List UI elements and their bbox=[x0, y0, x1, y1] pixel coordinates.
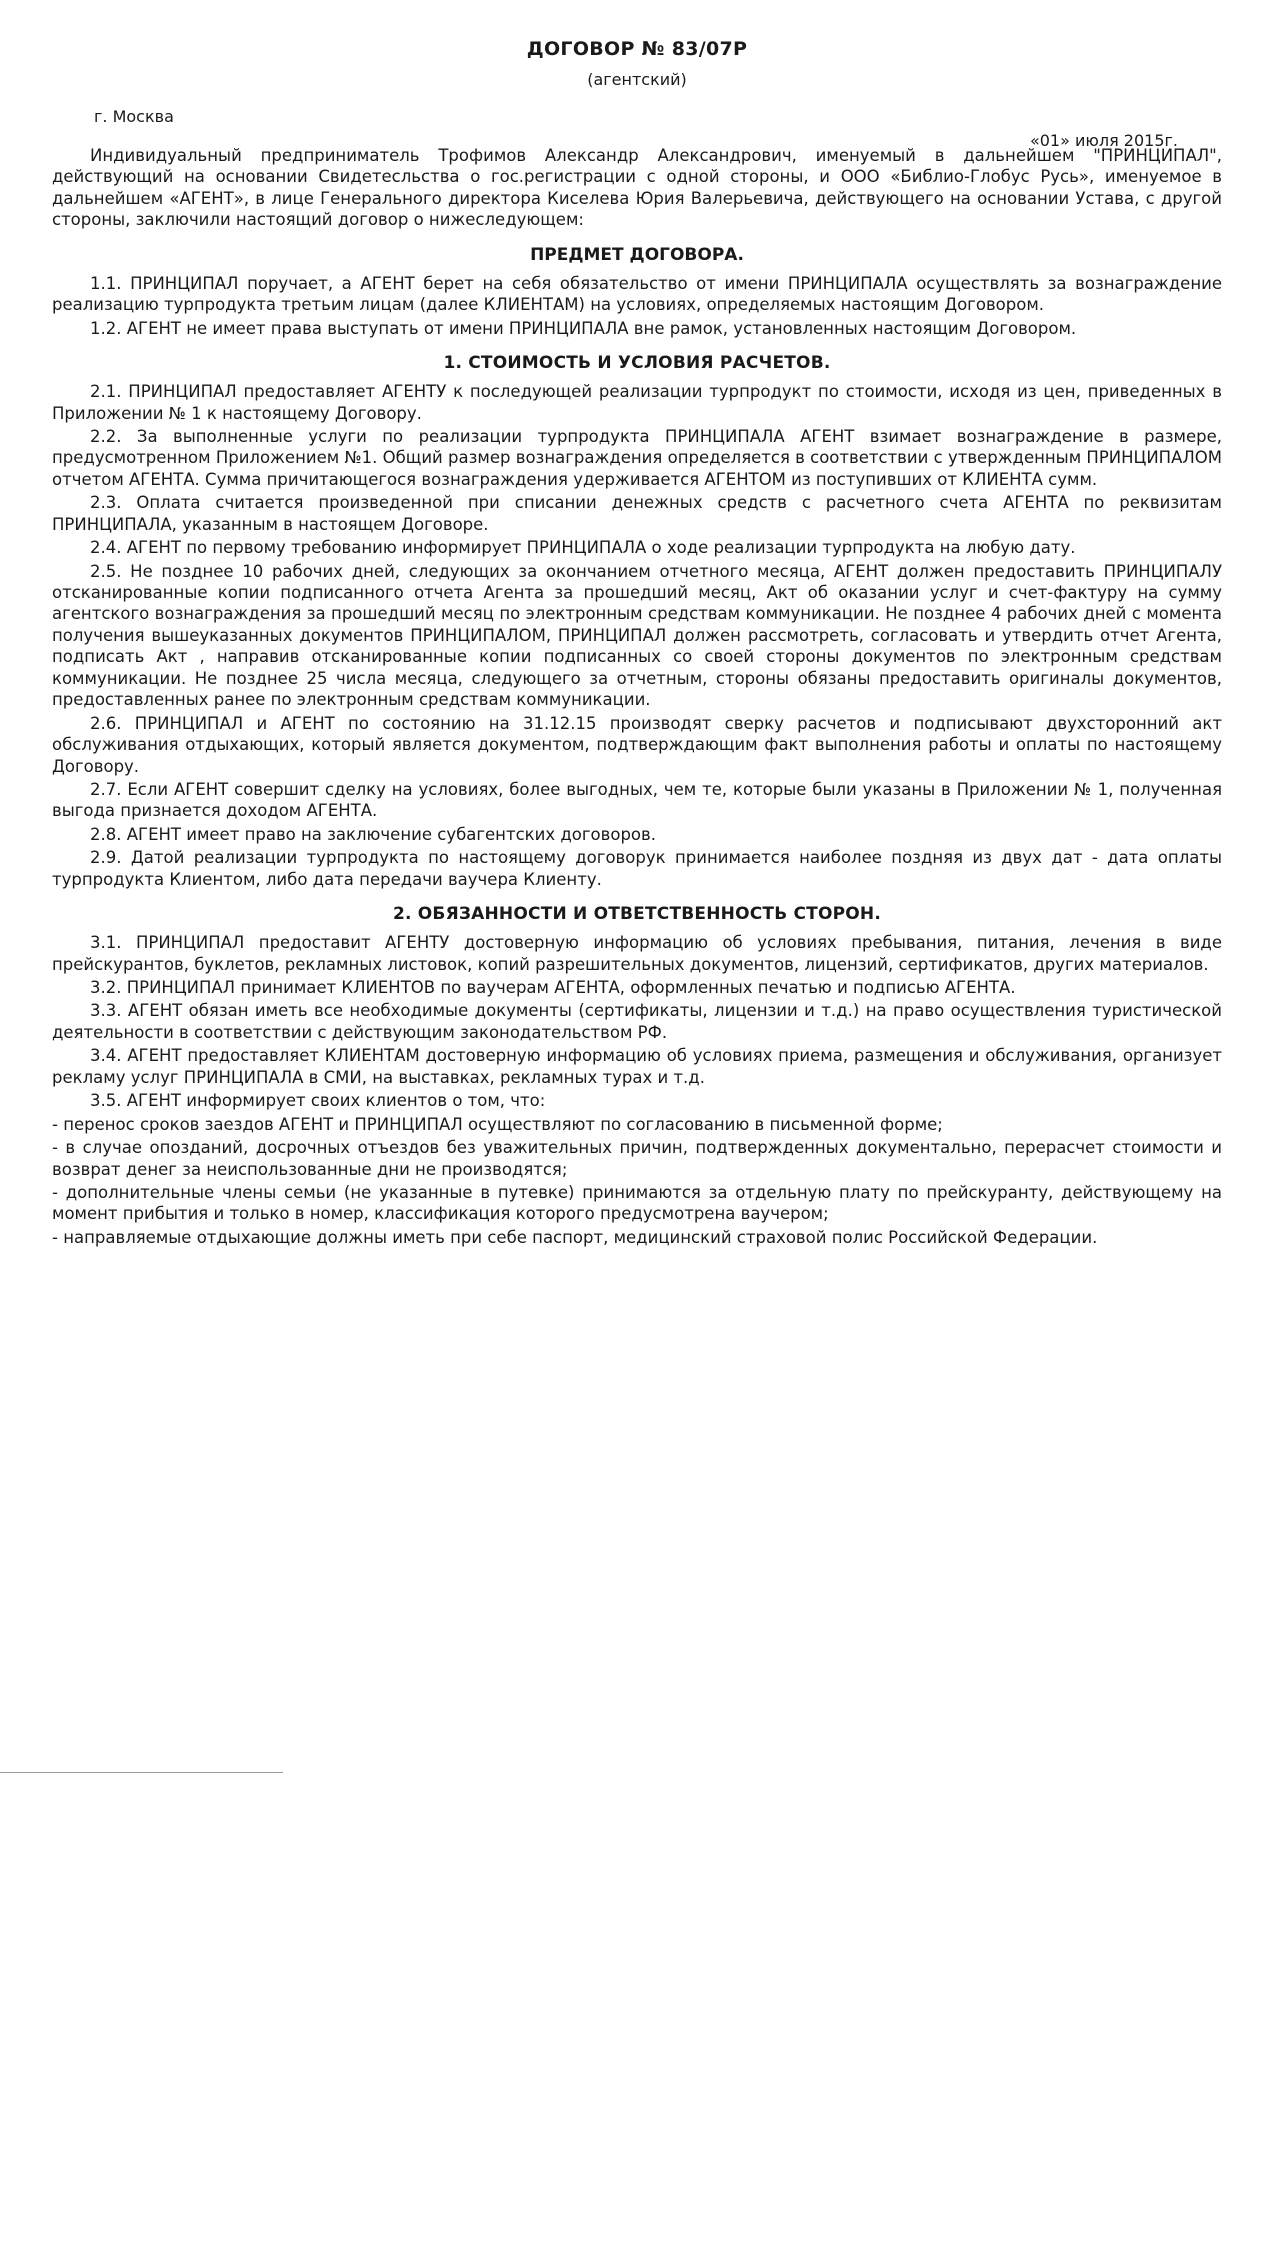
bullet-3-5-d: - направляемые отдыхающие должны иметь при себе паспорт, медицинский страховой полис Российской Федерации. bbox=[52, 1227, 1098, 1247]
section-heading-cost-terms: 1. СТОИМОСТЬ И УСЛОВИЯ РАСЧЕТОВ. bbox=[443, 353, 831, 374]
paragraph-2-7: 2.7. Если АГЕНТ совершит сделку на условиях, более выгодных, чем те, которые были указаны в Приложении № 1, полученная выгода признается доходом АГЕНТА. bbox=[52, 779, 1222, 821]
city-label: г. Москва bbox=[94, 107, 174, 126]
bullet-3-5-c: - дополнительные члены семьи (не указанные в путевке) принимаются за отдельную плату по прейскуранту, действующему на момент прибытия и только в номер, классификация которого предусмотрена ваучером; bbox=[52, 1182, 1222, 1224]
paragraph-2-1: 2.1. ПРИНЦИПАЛ предоставляет АГЕНТУ к последующей реализации турпродукт по стоимости, исходя из цен, приведенных в Приложении № 1 к настоящему Договору. bbox=[52, 382, 1222, 423]
paragraph-3-5: 3.5. АГЕНТ информирует своих клиентов о том, что: bbox=[90, 1091, 546, 1111]
document-subtitle: (агентский) bbox=[587, 70, 687, 89]
section-obligations bbox=[52, 904, 1222, 1248]
paragraph-3-4: 3.4. АГЕНТ предоставляет КЛИЕНТАМ достоверную информацию об условиях приема, размещения и обслуживания, организует рекламу услуг ПРИНЦИПАЛА в СМИ, на выставках, рекламных турах и т.д. bbox=[52, 1046, 1222, 1087]
section-heading-obligations: 2. ОБЯЗАННОСТИ И ОТВЕТСТВЕННОСТЬ СТОРОН. bbox=[392, 904, 882, 925]
paragraph-1-2: 1.2. АГЕНТ не имеет права выступать от имени ПРИНЦИПАЛА вне рамок, установленных настоящим Договором. bbox=[90, 318, 1077, 338]
document-title: ДОГОВОР № 83/07Р bbox=[526, 38, 748, 60]
footer-rule bbox=[0, 1772, 283, 1773]
section-cost-terms bbox=[52, 353, 1222, 890]
document-meta bbox=[52, 107, 1222, 150]
paragraph-2-3: 2.3. Оплата считается произведенной при списании денежных средств с расчетного счета АГЕНТА по реквизитам ПРИНЦИПАЛА, указанным в настоящем Договоре. bbox=[52, 493, 1222, 534]
bullet-3-5-b: - в случае опозданий, досрочных отъездов без уважительных причин, подтвержденных документально, перерасчет стоимости и возврат денег за неиспользованные дни не производятся; bbox=[52, 1138, 1222, 1179]
paragraph-2-2: 2.2. За выполненные услуги по реализации турпродукта ПРИНЦИПАЛА АГЕНТ взимает вознаграждение в размере, предусмотренном Приложением №1. Общий размер вознаграждения определяется в соответствии с утвержденным ПРИНЦИПАЛОМ отчетом АГЕНТА. Сумма причитающегося вознаграждения удерживается АГЕНТОМ из поступивших от КЛИЕНТА сумм. bbox=[52, 426, 1222, 489]
preamble-paragraph: Индивидуальный предприниматель Трофимов Александр Александрович, именуемый в дальнейшем "ПРИНЦИПАЛ", действующий на основании Свидетесльства о гос.регистрации с одной стороны, и ООО «Библио-Глобус Русь», именуемое в дальнейшем «АГЕНТ», в лице Генерального директора Киселева Юрия Валерьевича, действующего на основании Устава, с другой стороны, заключили настоящий договор о нижеследующем: bbox=[52, 146, 1222, 230]
paragraph-3-3: 3.3. АГЕНТ обязан иметь все необходимые документы (сертификаты, лицензии и т.д.) на право осуществления туристической деятельности в соответствии с действующим законодательством РФ. bbox=[52, 1001, 1222, 1042]
paragraph-2-4: 2.4. АГЕНТ по первому требованию информирует ПРИНЦИПАЛА о ходе реализации турпродукта на любую дату. bbox=[90, 538, 1076, 558]
paragraph-1-1: 1.1. ПРИНЦИПАЛ поручает, а АГЕНТ берет на себя обязательство от имени ПРИНЦИПАЛА осуществлять за вознаграждение реализацию турпродукта третьим лицам (далее КЛИЕНТАМ) на условиях, определяемых настоящим Договором. bbox=[52, 273, 1222, 315]
section-subject bbox=[52, 245, 1222, 339]
date-label: «01» июля 2015г. bbox=[1029, 131, 1178, 150]
paragraph-2-9: 2.9. Датой реализации турпродукта по настоящему договорук принимается наиболее поздняя из двух дат - дата оплаты турпродукта Клиентом, либо дата передачи ваучера Клиенту. bbox=[52, 848, 1222, 889]
paragraph-2-8: 2.8. АГЕНТ имеет право на заключение субагентских договоров. bbox=[90, 824, 656, 844]
bullet-3-5-a: - перенос сроков заездов АГЕНТ и ПРИНЦИПАЛ осуществляют по согласованию в письменной форме; bbox=[52, 1114, 943, 1134]
paragraph-2-5: 2.5. Не позднее 10 рабочих дней, следующих за окончанием отчетного месяца, АГЕНТ должен предоставить ПРИНЦИПАЛУ отсканированные копии подписанного отчета Агента за прошедший месяц, Акт об оказании услуг и счет-фактуру на сумму агентского вознаграждения за прошедший месяц по электронным средствам коммуникации. Не позднее 4 рабочих дней с момента получения вышеуказанных документов ПРИНЦИПАЛОМ, ПРИНЦИПАЛ должен рассмотреть, согласовать и утвердить отчет Агента, подписать Акт , направив отсканированные копии подписанных со своей стороны документов по электронным средствам коммуникации. Не позднее 25 числа месяца, следующего за отчетным, стороны обязаны предоставить оригиналы документов, предоставленных ранее по электронным средствам коммуникации. bbox=[52, 561, 1222, 710]
section-heading-subject: ПРЕДМЕТ ДОГОВОРА. bbox=[530, 244, 744, 265]
paragraph-2-6: 2.6. ПРИНЦИПАЛ и АГЕНТ по состоянию на 31.12.15 производят сверку расчетов и подписывают двухсторонний акт обслуживания отдыхающих, который является документом, подтверждающим факт выполнения работы и оплаты по настоящему Договору. bbox=[52, 713, 1222, 776]
paragraph-3-2: 3.2. ПРИНЦИПАЛ принимает КЛИЕНТОВ по ваучерам АГЕНТА, оформленных печатью и подписью АГЕНТА. bbox=[90, 978, 1016, 997]
paragraph-3-1: 3.1. ПРИНЦИПАЛ предоставит АГЕНТУ достоверную информацию об условиях пребывания, питания, лечения в виде прейскурантов, буклетов, рекламных листовок, копий разрешительных документов, лицензий, сертификатов, других материалов. bbox=[52, 933, 1222, 974]
